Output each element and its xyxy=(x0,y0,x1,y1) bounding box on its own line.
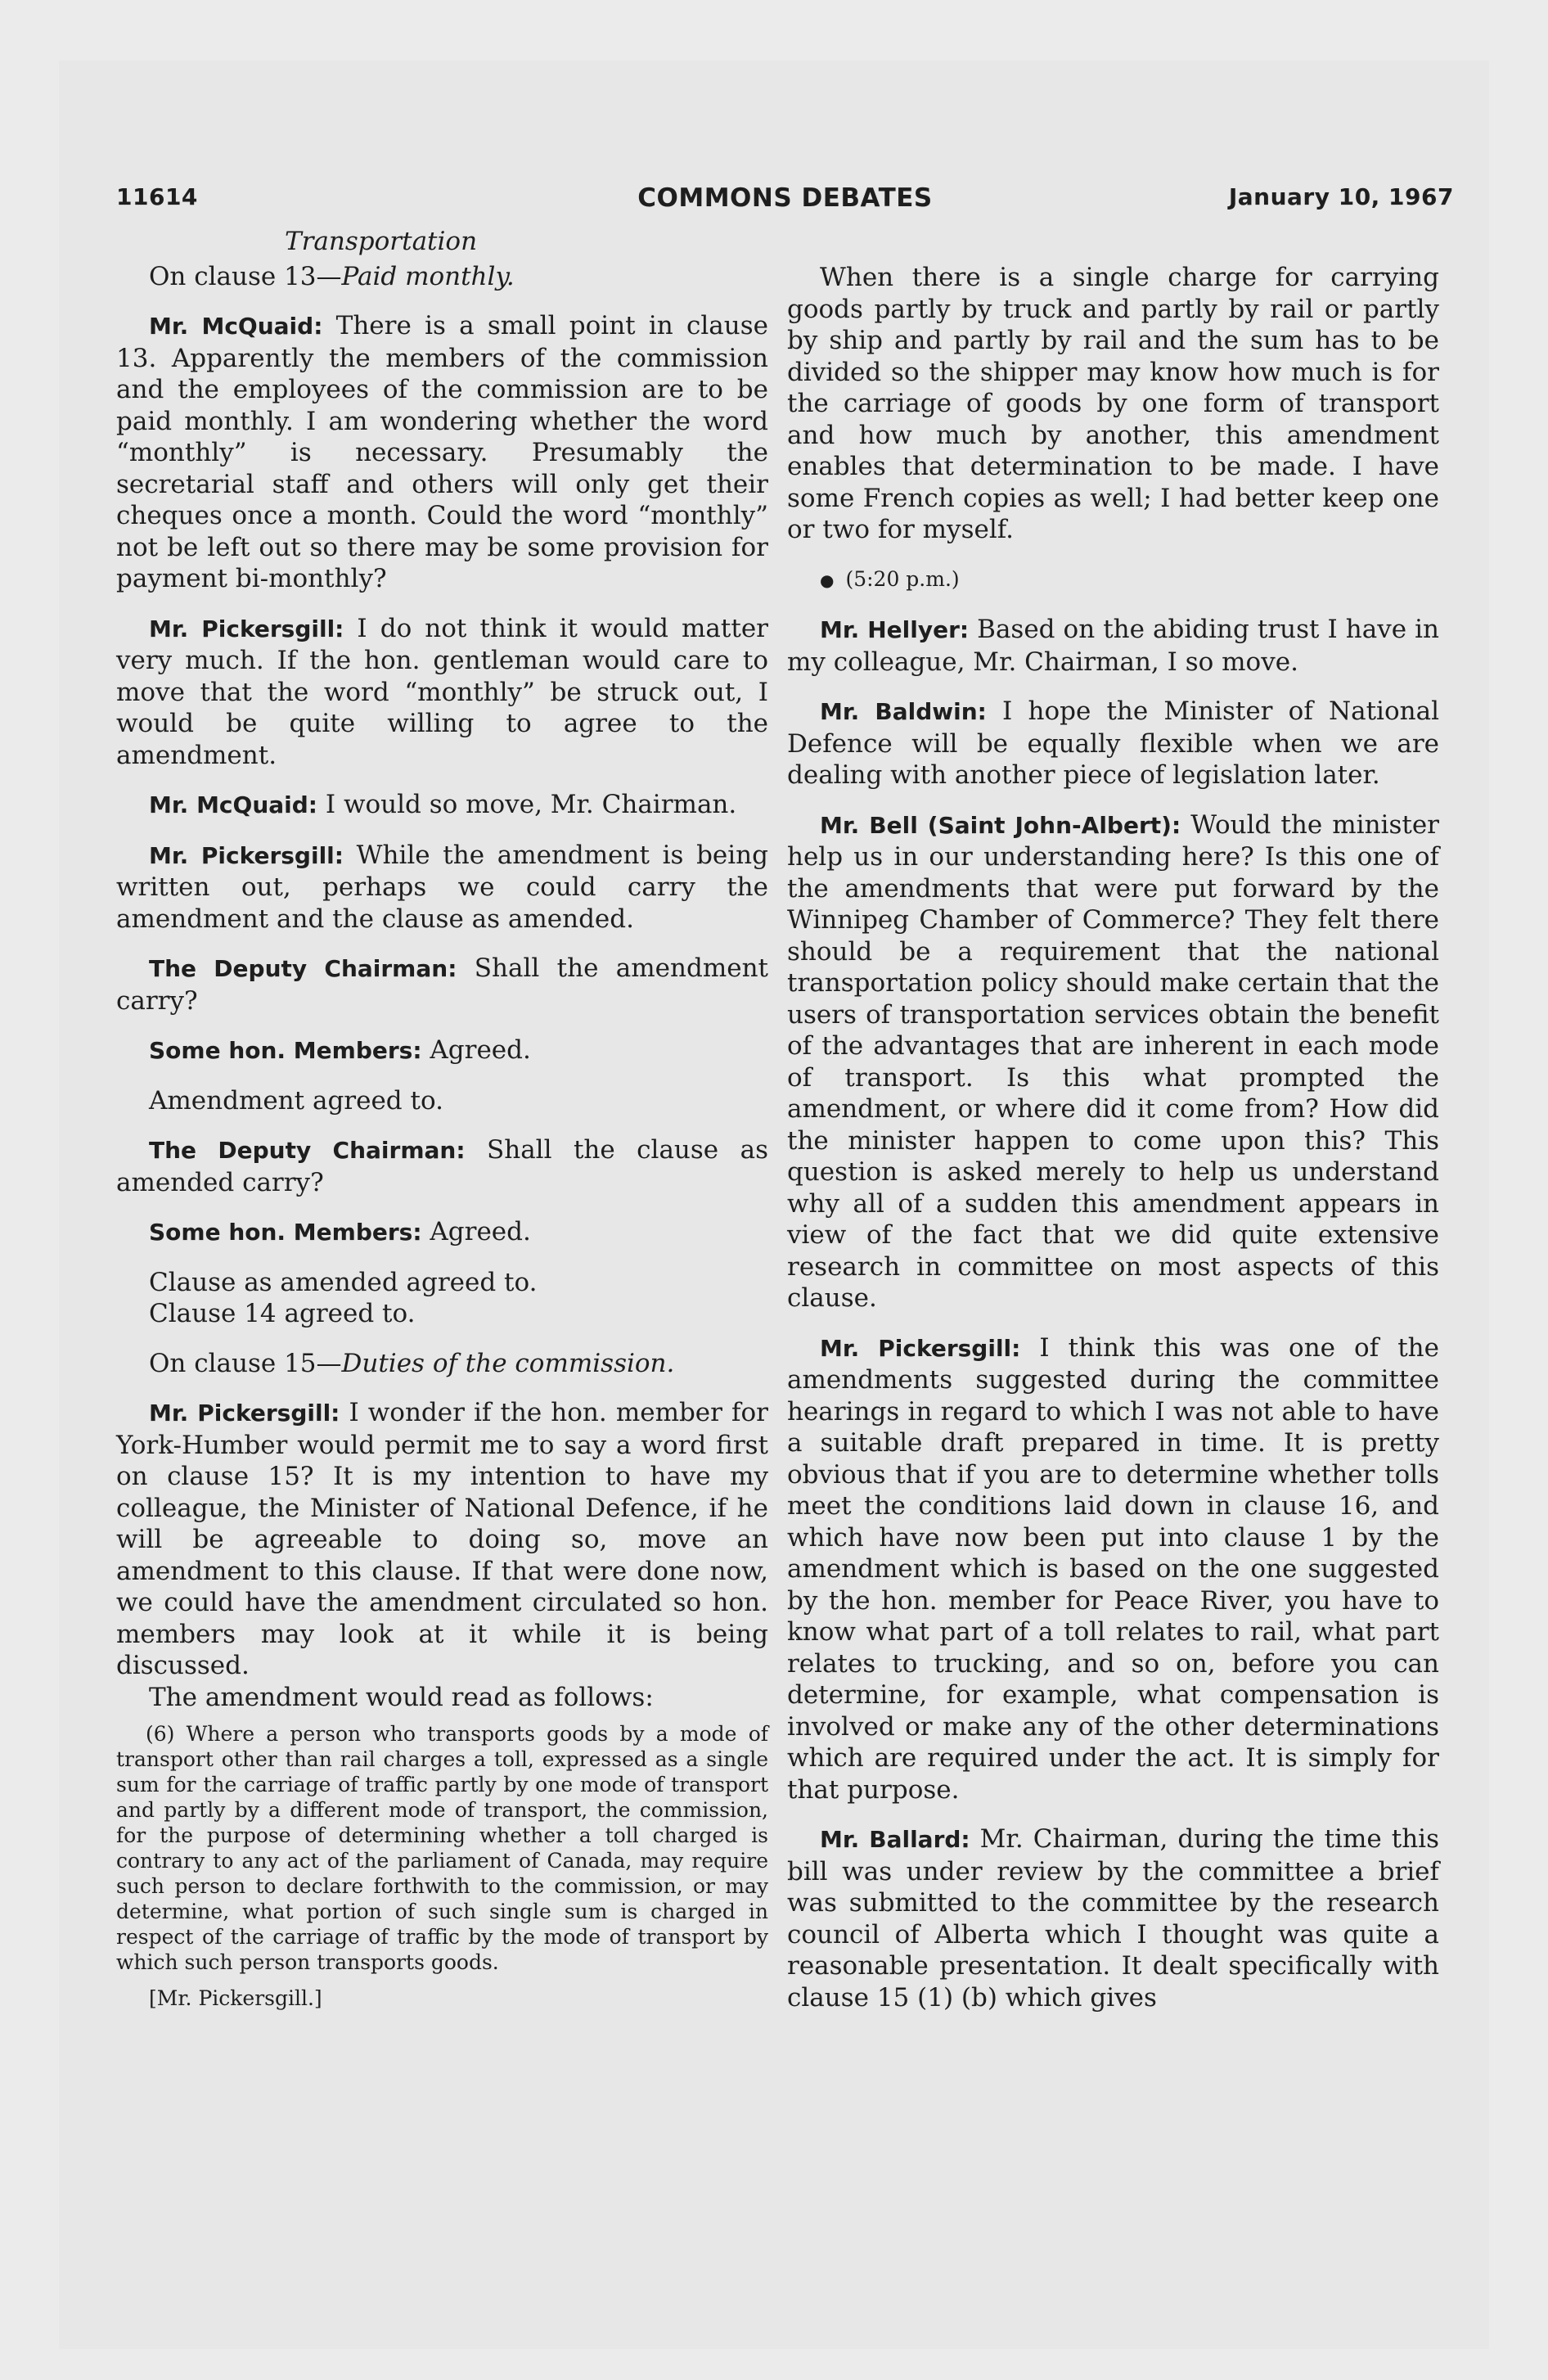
speech-pickersgill-4 xyxy=(787,1332,1439,1806)
amendment-intro: The amendment would read as follows: xyxy=(149,1682,654,1712)
speaker-signature: [Mr. Pickersgill.] xyxy=(149,1986,322,2010)
speech-baldwin xyxy=(787,696,1439,791)
time-text: (5:20 p.m.) xyxy=(845,566,960,591)
left-column xyxy=(116,226,768,2033)
speaker-name: The Deputy Chairman: xyxy=(149,955,457,982)
speaker-name: Some hon. Members: xyxy=(149,1037,422,1064)
section-heading: Transportation xyxy=(284,227,478,256)
speech-text: Shall the clause as amended carry? xyxy=(116,1135,768,1197)
speech-hellyer xyxy=(787,614,1439,678)
speech-text: There is a small point in clause 13. Apparently the members of the commission and the employees of the commission are to be paid monthly. I am wondering whether the word “monthly” is necessary. Presumably the secretarial staff and others will only get their cheques once a month. Could the word “monthly” not be left out so there may be some provision for payment bi-monthly? xyxy=(116,311,768,593)
clause-agreed: Clause as amended agreed to. xyxy=(149,1267,538,1297)
clause-15-prefix: On clause 15— xyxy=(149,1348,342,1378)
speech-text: I think this was one of the amendments suggested during the committee hearings in regard to which I was not able to have a suitable draft prepared in time. It is pretty obvious that if you are to determine whether tolls meet the conditions laid down in clause 16, and which have now been put into clause 1 by the amendment which is based on the one suggested by the hon. member for Peace River, you have to know what part of a toll relates to rail, what part relates to trucking, and so on, before you can determine, for example, what compensation is involved or make any of the other determinations which are required under the act. It is simply for that purpose. xyxy=(787,1332,1439,1805)
speech-text: I would so move, Mr. Chairman. xyxy=(317,790,737,819)
speaker-name: Mr. Baldwin: xyxy=(820,698,987,726)
speaker-name: Mr. McQuaid: xyxy=(149,313,323,340)
speaker-name: The Deputy Chairman: xyxy=(149,1137,466,1164)
speech-text: I wonder if the hon. member for York-Humber would permit me to say a word first on clause 15? It is my intention to have my colleague, the Minister of National Defence, if he will be agreeable to doing so, move an amendment to this clause. If that were done now, we could have the amendment circulated so hon. members may look at it while it is being discussed. xyxy=(116,1398,768,1680)
speaker-name: Mr. Pickersgill: xyxy=(149,615,344,642)
speech-text: I hope the Minister of National Defence will be equally flexible when we are dealing with another piece of legislation later. xyxy=(787,696,1439,791)
page-date: January 10, 1967 xyxy=(1228,183,1454,210)
speech-mcquaid-2 xyxy=(116,789,768,822)
speech-mcquaid-1 xyxy=(116,310,768,595)
speech-pickersgill-3 xyxy=(116,1397,768,1682)
continuation-paragraph: When there is a single charge for carrying goods partly by truck and partly by rail or partly by ship and partly by rail and the sum has to be divided so the shipper may know how much is for the carriage of goods by one form of transport and how much by another, this amendment enables that determination to be made. I have some French copies as well; I had better keep one or two for myself. xyxy=(787,263,1439,544)
speech-text: I do not think it would matter very much. If the hon. gentleman would care to move that the word “monthly” be struck out, I would be quite willing to agree to the amendment. xyxy=(116,613,768,770)
clause-14-agreed: Clause 14 agreed to. xyxy=(149,1299,416,1328)
speech-text: Mr. Chairman, during the time this bill was under review by the committee a brief was submitted to the committee by the research council of Alberta which I thought was quite a reasonable presentation. It dealt specifically with clause 15 (1) (b) which gives xyxy=(787,1824,1439,2013)
speaker-name: Mr. McQuaid: xyxy=(149,791,317,818)
clause-13-heading xyxy=(116,261,768,293)
publication-title: COMMONS DEBATES xyxy=(637,183,933,213)
page-number: 11614 xyxy=(116,183,198,210)
speech-text: Shall the amendment carry? xyxy=(116,953,768,1016)
speech-text: Agreed. xyxy=(421,1217,531,1246)
speech-deputy-chairman-1 xyxy=(116,953,768,1016)
page-header xyxy=(116,183,1454,224)
speaker-name: Mr. Hellyer: xyxy=(820,616,970,644)
speech-members-1 xyxy=(116,1034,768,1067)
speech-members-2 xyxy=(116,1216,768,1249)
speech-text: Agreed. xyxy=(421,1035,531,1065)
speech-pickersgill-1 xyxy=(116,613,768,772)
clause-15-title: Duties of the commission. xyxy=(341,1348,675,1378)
speech-pickersgill-2 xyxy=(116,840,768,935)
clause-15-heading xyxy=(116,1348,768,1380)
speaker-name: Mr. Pickersgill: xyxy=(820,1334,1021,1362)
speech-text: While the amendment is being written out, perhaps we could carry the amendment and the clause as amended. xyxy=(116,840,768,934)
speaker-name: Some hon. Members: xyxy=(149,1219,422,1246)
speaker-name: Mr. Bell (Saint John-Albert): xyxy=(820,811,1181,839)
speech-text: Based on the abiding trust I have in my colleague, Mr. Chairman, I so move. xyxy=(787,615,1439,677)
speech-bell xyxy=(787,809,1439,1314)
speaker-name: Mr. Pickersgill: xyxy=(149,841,344,869)
bullet-icon: ● xyxy=(820,570,835,590)
speaker-name: Mr. Pickersgill: xyxy=(149,1400,340,1427)
speech-deputy-chairman-2 xyxy=(116,1134,768,1198)
time-stamp xyxy=(787,564,1439,597)
speech-text: Would the minister help us in our understanding here? Is this one of the amendments that were put forward by the Winnipeg Chamber of Commerce? They felt there should be a requirement that the national transportation policy should make certain that the users of transportation services obtain the benefit of the advantages that are inherent in each mode of transport. Is this what prompted the amendment, or where did it come from? How did the minister happen to come upon this? This question is asked merely to help us understand why all of a sudden this amendment appears in view of the fact that we did quite extensive research in committee on most aspects of this clause. xyxy=(787,809,1439,1314)
amendment-quote: (6) Where a person who transports goods by a mode of transport other than rail charges a toll, expressed as a single sum for the carriage of traffic partly by one mode of transport and partly by a different mode of transport, the commission, for the purpose of determining whether a toll charged is contrary to any act of the parliament of Canada, may require such person to declare forthwith to the commission, or may determine, what portion of such single sum is charged in respect of the carriage of traffic by the mode of transport by which such person transports goods. xyxy=(116,1722,768,1974)
amendment-agreed: Amendment agreed to. xyxy=(149,1085,443,1116)
clause-13-prefix: On clause 13— xyxy=(149,261,342,291)
speaker-name: Mr. Ballard: xyxy=(820,1826,970,1854)
right-column xyxy=(787,226,1439,2031)
clause-13-title: Paid monthly. xyxy=(341,261,515,291)
speech-ballard xyxy=(787,1823,1439,2013)
